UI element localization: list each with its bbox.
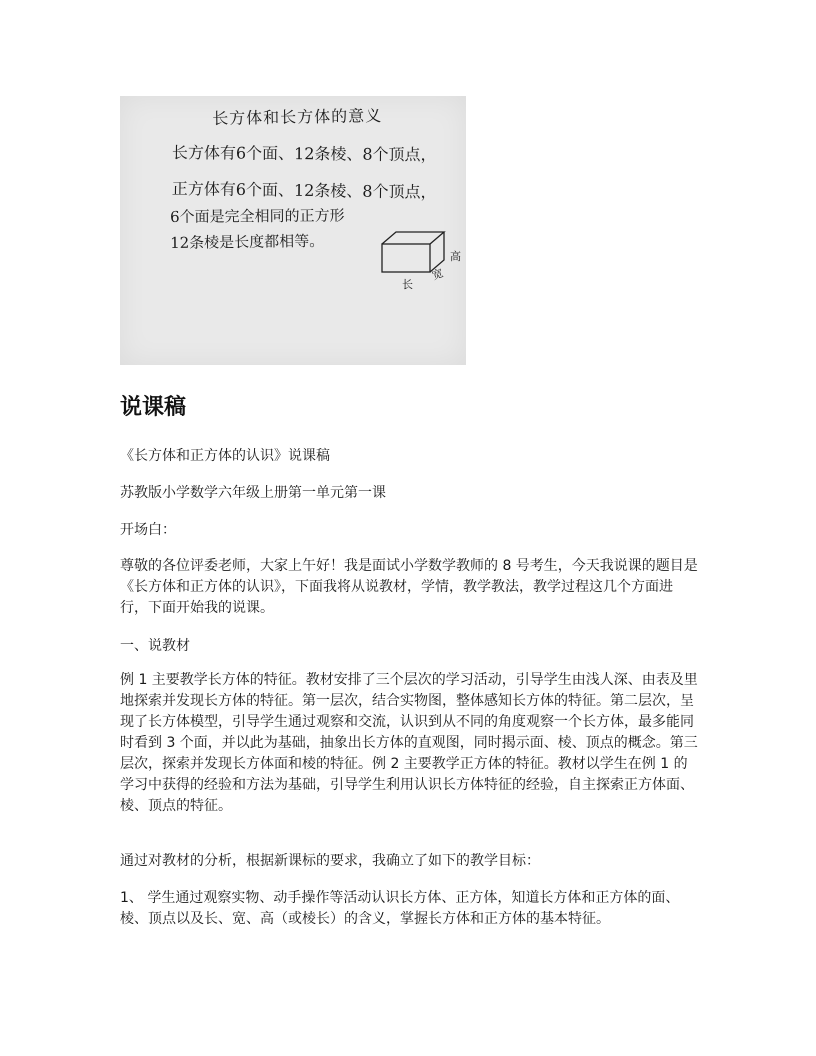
handwritten-title: 长方体和长方体的意义 [212,106,383,128]
lesson-title: 《长方体和正方体的认识》说课稿 [120,448,330,464]
label-width: 宽 [430,266,446,283]
objectives-intro: 通过对教材的分析，根据新课标的要求，我确立了如下的教学目标： [120,853,540,869]
textbook-analysis-paragraph: 例 1 主要教学长方体的特征。教材安排了三个层次的学习活动，引导学生由浅人深、由表及里地探索并发现长方体的特征。第一层次，结合实物图，整体感知长方体的特征。第二层次，呈现了长方体模型，引导学生通过观察和交流，认识到从不同的角度观察一个长方体，最多能同时看到 3 个面，并以此为基础，抽象出长方体的直观图，同时揭示面、棱、顶点的概念。第三层次，探索并发现长方体面和棱的特征。例 2 主要教学正方体的特征。教材以学生在例 1 的学习中获得的经验和方法为基础，引导学生利用认识长方体特征的经验，自主探索正方体面、棱、顶点的特征。 [120,672,698,814]
label-length: 长 [402,278,413,291]
handwritten-line-4: 12条棱是长度都相等。 [170,231,325,252]
opening-label: 开场白： [120,522,176,538]
objective-1: 1、 学生通过观察实物、动手操作等活动认识长方体、正方体，知道长方体和正方体的面、棱、顶点以及长、宽、高（或棱长）的含义，掌握长方体和正方体的基本特征。 [120,890,680,927]
label-height: 高 [450,250,461,263]
opening-paragraph: 尊敬的各位评委老师，大家上午好！我是面试小学数学教师的 8 号考生，今天我说课的题目是《长方体和正方体的认识》，下面我将从说教材，学情，教学教法，教学过程这几个方面进行，下面开始我的说课。 [120,558,698,616]
handwritten-line-1: 长方体有6个面、12条棱、8个顶点， [171,142,437,165]
page-heading: 说课稿 [120,395,187,420]
handwritten-line-3: 6个面是完全相同的正方形 [170,206,345,226]
handwritten-note-photo [120,96,466,365]
textbook-info: 苏教版小学数学六年级上册第一单元第一课 [120,485,386,501]
handwritten-line-2: 正方体有6个面、12条棱、8个顶点， [171,178,437,202]
section-heading-textbook: 一、说教材 [120,638,190,654]
